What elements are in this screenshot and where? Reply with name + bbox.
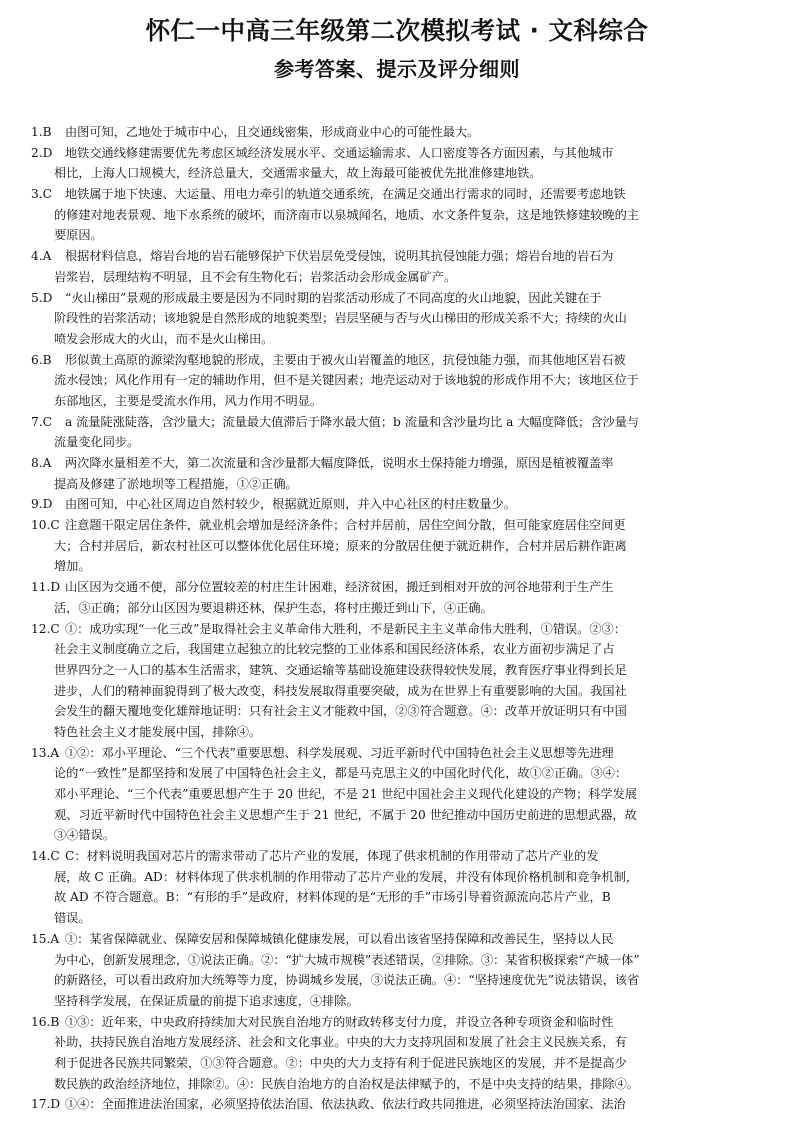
answer-line — [31, 246, 763, 267]
answer-line — [31, 1094, 763, 1115]
answer-line — [31, 577, 763, 598]
answer-line — [31, 743, 763, 764]
answer-line — [31, 184, 763, 205]
answer-number: 3.C — [31, 187, 52, 202]
answer-text: 流水侵蚀；风化作用有一定的辅助作用，但不是关键因素；地壳运动对于该地貌的形成作用不大；该地区位于 — [54, 373, 639, 388]
answer-text: 东部地区，主要是受流水作用，风力作用不明显。 — [54, 393, 323, 408]
page-subtitle: 参考答案、提示及评分细则 — [274, 57, 520, 81]
answer-number: 15.A — [31, 931, 60, 946]
answer-line — [31, 619, 763, 640]
answer-line — [31, 205, 763, 226]
answer-text: 邓小平理论、“三个代表”重要思想产生于 20 世纪，不是 21 世纪中国社会主义现代化建设的产物；科学发展 — [54, 787, 638, 801]
answer-line — [31, 1074, 763, 1095]
answer-text: 山区因为交通不便，部分位置较差的村庄生计困难，经济贫困，搬迁到相对开放的河谷地带利于生产生 — [65, 580, 614, 595]
answer-line — [31, 950, 763, 971]
answer-number: 9.D — [31, 497, 53, 512]
answer-line — [31, 329, 763, 350]
page-title: 怀仁一中高三年级第二次模拟考试 · 文科综合 — [145, 16, 649, 45]
answer-line — [31, 556, 763, 577]
answer-line — [31, 929, 763, 950]
answer-line — [31, 432, 763, 453]
answer-text: ①②：邓小平理论、“三个代表”重要思想、科学发展观、习近平新时代中国特色社会主义思想等先进理 — [65, 745, 614, 760]
answer-line — [31, 412, 763, 433]
answer-number: 1.B — [31, 125, 52, 139]
answer-item — [31, 350, 763, 412]
answer-text: 地铁交通线修建需要优先考虑区域经济发展水平、交通运输需求、人口密度等各方面因素，与其他城市 — [65, 145, 614, 160]
answer-text: 相比，上海人口规模大，经济总量大，交通需求量大，故上海最可能被优先批准修建地铁。 — [54, 166, 542, 181]
answer-text: a 流量陡涨陡落，含沙量大；流量最大值滞后于降水最大值；b 流量和含沙量均比 a 大幅度降低；含沙量与 — [65, 414, 640, 429]
answer-number: 7.C — [31, 414, 52, 429]
answer-text: ①：某省保障就业、保障安居和保障城镇化健康发展，可以看出该省坚持保障和改善民生，坚持以人民 — [65, 931, 614, 946]
answer-item — [31, 122, 763, 143]
answer-text: 为中心，创新发展理念，①说法正确。②：“扩大城市规模”表述错误，②排除。③：某省积极探索“产城一体” — [54, 952, 640, 967]
answer-number: 17.D — [31, 1097, 61, 1112]
answer-line — [31, 494, 763, 515]
answer-text: ①③：近年来，中央政府持续加大对民族自治地方的财政转移支付力度，并设立各种专项资金和临时性 — [65, 1014, 614, 1029]
answer-item — [31, 184, 763, 246]
answer-line — [31, 1012, 763, 1033]
answer-number: 13.A — [31, 745, 60, 760]
answer-line — [31, 143, 763, 164]
answer-text: 故 AD 不符合题意。B：“有形的手”是政府，材料体现的是“无形的手”市场引导着资源流向芯片产业，B — [54, 890, 611, 905]
answer-text: 坚持科学发展，在保证质量的前提下追求速度，④排除。 — [54, 993, 359, 1008]
answer-item — [31, 453, 763, 494]
answer-line — [31, 225, 763, 246]
answer-number: 11.D — [31, 580, 61, 595]
answer-text: ③④错误。 — [54, 828, 115, 843]
answer-line — [31, 267, 763, 288]
answer-text: 错误。 — [54, 911, 91, 926]
answer-text: 特色社会主义才能发展中国，排除④。 — [54, 724, 262, 739]
answer-number: 10.C — [31, 518, 60, 533]
answer-text: 展，故 C 正确。AD：材料体现了供求机制的作用带动了芯片产业的发展，并没有体现价格机制和竞争机制， — [54, 869, 639, 884]
answer-text: 阶段性的岩浆活动；该地貌是自然形成的地貌类型；岩层坚硬与否与火山梯田的形成关系不大；持续的火山 — [54, 311, 627, 326]
answer-line — [31, 701, 763, 722]
answer-text: 数民族的政治经济地位，排除②。④：民族自治地方的自治权是法律赋予的，不是中央支持的结果，排除④。 — [54, 1076, 639, 1091]
answer-text: 地铁属于地下快速、大运量、用电力牵引的轨道交通系统，在满足交通出行需求的同时，还需要考虑地铁 — [65, 187, 626, 202]
answer-text: 提高及修建了淤地坝等工程措施，①②正确。 — [54, 476, 298, 491]
answer-line — [31, 370, 763, 391]
answer-number: 5.D — [31, 290, 53, 305]
answer-text: 增加。 — [54, 559, 91, 574]
answer-line — [31, 515, 763, 536]
answer-line — [31, 453, 763, 474]
answer-number: 12.C — [31, 621, 60, 636]
answer-text: 流量变化同步。 — [54, 435, 140, 450]
answer-text: 补助，扶持民族自治地方发展经济、社会和文化事业。中央的大力支持巩固和发展了社会主义民族关系，有 — [54, 1035, 627, 1050]
answer-item — [31, 143, 763, 184]
answer-number: 4.A — [31, 249, 52, 264]
answer-line — [31, 1032, 763, 1053]
answer-text: 的修建对地表景观、地下水系统的破坏，而济南市以泉城闻名，地质、水文条件复杂，这是地铁修建较晚的主 — [54, 207, 639, 222]
answer-line — [31, 991, 763, 1012]
answer-item — [31, 743, 763, 846]
answer-line — [31, 660, 763, 681]
answer-text: 社会主义制度确立之后，我国建立起独立的比较完整的工业体系和国民经济体系，农业方面初步满足了占 — [54, 642, 615, 657]
answer-line — [31, 474, 763, 495]
answer-line — [31, 846, 763, 867]
answer-text: 活，③正确；部分山区因为要退耕还林，保护生态，将村庄搬迁到山下，④正确。 — [54, 600, 493, 615]
answer-line — [31, 288, 763, 309]
answer-item — [31, 577, 763, 618]
answer-text: 会发生的翻天覆地变化雄辩地证明：只有社会主义才能救中国，②③符合题意。④：改革开放证明只有中国 — [54, 704, 627, 719]
answer-text: 利于促进各民族共同繁荣，①③符合题意。②：中央的大力支持有利于促进民族地区的发展，并不是提高少 — [54, 1055, 627, 1070]
answer-number: 8.A — [31, 456, 52, 470]
answer-text: 根据材料信息，熔岩台地的岩石能够保护下伏岩层免受侵蚀，说明其抗侵蚀能力强；熔岩台地的岩石为 — [65, 249, 614, 264]
answer-text: “火山梯田”景观的形成最主要是因为不同时期的岩浆活动形成了不同高度的火山地貌，因此关键在于 — [65, 290, 602, 305]
answer-text: 由图可知，中心社区周边自然村较少，根据就近原则，并入中心社区的村庄数量少。 — [65, 497, 516, 512]
answer-number: 2.D — [31, 145, 53, 160]
answer-text: 论的“一致性”是都坚持和发展了中国特色社会主义，都是马克思主义的中国化时代化，故①②正确。③④： — [54, 766, 628, 781]
answer-line — [31, 598, 763, 619]
answer-text: 喷发会形成大的火山，而不是火山梯田。 — [54, 331, 274, 346]
answer-item — [31, 1094, 763, 1115]
answer-text: ①④：全面推进法治国家，必须坚持依法治国、依法执政、依法行政共同推进，必须坚持法治国家、法治 — [65, 1097, 626, 1112]
answer-line — [31, 722, 763, 743]
answer-text: 注意题干限定居住条件，就业机会增加是经济条件；合村并居前，居住空间分散，但可能家庭居住空间更 — [65, 518, 626, 533]
answer-line — [31, 867, 763, 888]
answer-number: 6.B — [31, 352, 52, 367]
answer-line — [31, 122, 763, 143]
answer-list — [31, 122, 763, 1115]
answer-text: 进步，人们的精神面貌得到了极大改变，科技发展取得重要突破，成为在世界上有重要影响的大国。我国社 — [54, 683, 627, 698]
answer-line — [31, 763, 763, 784]
answer-text: 要原因。 — [54, 228, 103, 243]
answer-line — [31, 887, 763, 908]
answer-item — [31, 846, 763, 929]
answer-number: 16.B — [31, 1014, 60, 1029]
answer-text: 观、习近平新时代中国特色社会主义思想产生于 21 世纪，不属于 20 世纪推动中国历史前进的思想武器，故 — [54, 807, 637, 822]
answer-line — [31, 908, 763, 929]
answer-item — [31, 288, 763, 350]
answer-text: 两次降水量相差不大，第二次流量和含沙量都大幅度降低，说明水土保持能力增强，原因是植被覆盖率 — [65, 456, 614, 470]
answer-text: C：材料说明我国对芯片的需求带动了芯片产业的发展，体现了供求机制的作用带动了芯片产业的发 — [65, 849, 599, 864]
answer-text: 大；合村并居后，新农村社区可以整体优化居住环境；原来的分散居住便于就近耕作，合村并居后耕作距离 — [54, 538, 627, 553]
answer-item — [31, 929, 763, 1012]
answer-line — [31, 350, 763, 371]
answer-line — [31, 681, 763, 702]
answer-text: 的新路径，可以看出政府加大统筹等力度，协调城乡发展，③说法正确。④：“坚持速度优先”说法错误，该省 — [54, 973, 640, 988]
answer-line — [31, 970, 763, 991]
answer-item — [31, 515, 763, 577]
answer-text: 由图可知，乙地处于城市中心，且交通线密集，形成商业中心的可能性最大。 — [65, 125, 480, 139]
answer-item — [31, 412, 763, 453]
answer-line — [31, 805, 763, 826]
answer-line — [31, 639, 763, 660]
answer-text: 世界四分之一人口的基本生活需求，建筑、交通运输等基础设施建设获得较快发展，教育医疗事业得到长足 — [54, 662, 627, 677]
answer-line — [31, 308, 763, 329]
answer-item — [31, 494, 763, 515]
answer-line — [31, 163, 763, 184]
answer-line — [31, 536, 763, 557]
answer-line — [31, 391, 763, 412]
answer-text: 岩浆岩，层理结构不明显，且不会有生物化石；岩浆活动会形成金属矿产。 — [54, 269, 457, 284]
answer-item — [31, 619, 763, 743]
answer-item — [31, 1012, 763, 1095]
answer-text: 形似黄土高原的源梁沟壑地貌的形成，主要由于被火山岩覆盖的地区，抗侵蚀能力强，而其他地区岩石被 — [65, 352, 626, 367]
answer-number: 14.C — [31, 849, 60, 864]
answer-item — [31, 246, 763, 287]
answer-line — [31, 825, 763, 846]
answer-line — [31, 784, 763, 805]
answer-line — [31, 1053, 763, 1074]
answer-text: ①：成功实现“一化三改”是取得社会主义革命伟大胜利，不是新民主主义革命伟大胜利，①错误。②③： — [65, 621, 626, 636]
